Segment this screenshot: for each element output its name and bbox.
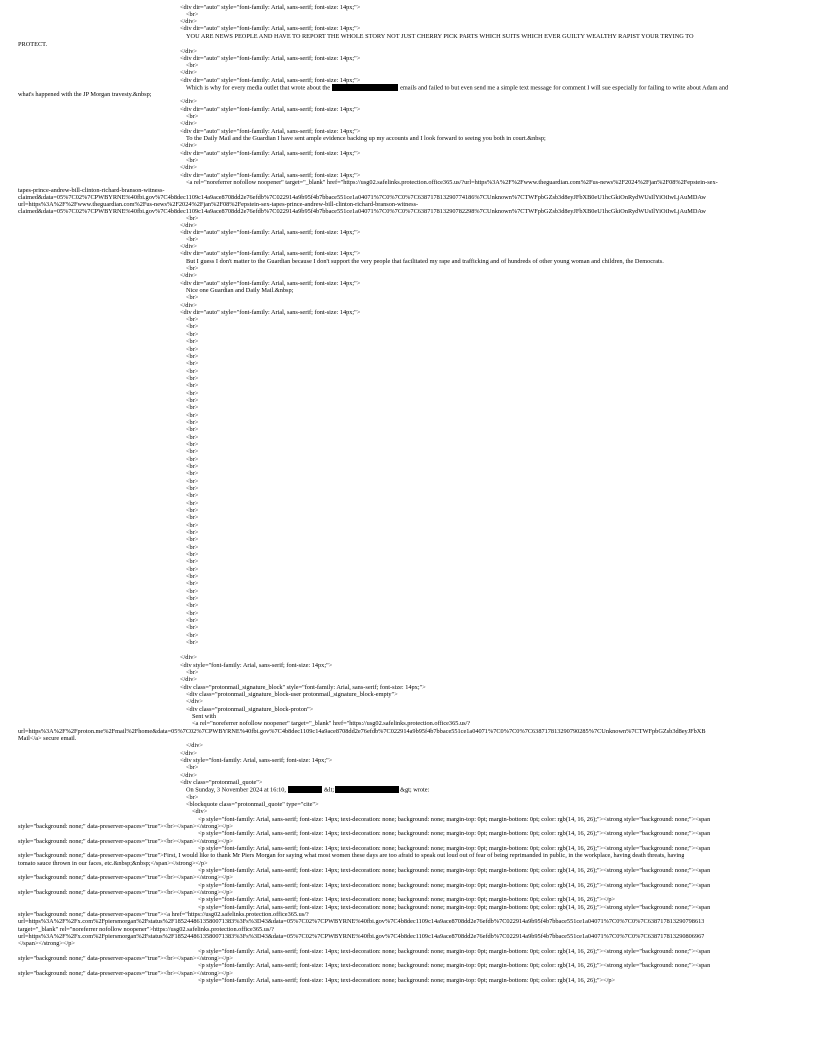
line-text: style="background: none;" data-preserver-spaces="true"><br></span></strong></p> [18, 889, 233, 896]
line-text: target="_blank" rel="noreferrer nofollow noopener">https://usg02.safelinks.protection.office365.us/? [18, 926, 274, 933]
document-line [186, 558, 198, 565]
line-text: <br> [186, 522, 199, 529]
line-text: <br> [186, 544, 199, 551]
line-text: Nice one Guardian and Daily Mail.&nbsp; [186, 287, 294, 294]
line-text: <div class="protonmail_signature_block-proton"> [186, 706, 314, 713]
document-line [198, 867, 710, 874]
document-line [186, 514, 198, 521]
line-text: <br> [186, 514, 199, 521]
line-text: url=https%3A%2F%2Fwww.theguardian.com%2Fus-news%2F2024%2Fjan%2F08%2Fepstein-sex-tapes-prince-andrew-bill-clinton-richard-branson-witness- [18, 201, 419, 208]
document-line [186, 639, 198, 646]
line-text: <p style="font-family: Arial, sans-serif; font-size: 14px; text-decoration: none; background: none; margin-top: 0pt; margin-bottom: 0pt; color: rgb(14, 16, 26);"><strong style="background: none;"><span [198, 948, 711, 955]
line-text: <blockquote class="protonmail_quote" type="cite"> [186, 801, 319, 808]
line-text: <br> [186, 669, 199, 676]
line-text: <br> [186, 551, 199, 558]
document-line [186, 338, 198, 345]
line-text: <br> [186, 492, 199, 499]
line-text: style="background: none;" data-preserver-spaces="true">First, I would like to thank Mr Piers Morgan for saying what most women these days are too afraid to speak out loud out of fear of being reprimanded in public, in the workplace, having death threats, having [18, 852, 685, 859]
redaction-bar [288, 786, 322, 793]
document-line [18, 91, 151, 98]
document-line [186, 258, 664, 265]
line-text: <br> [186, 580, 199, 587]
line-text: style="background: none;" data-preserver-spaces="true"><br></span></strong></p> [18, 838, 233, 845]
line-text: <br> [186, 448, 199, 455]
document-line [18, 728, 706, 735]
document-line [186, 742, 203, 749]
line-text: <p style="font-family: Arial, sans-serif; font-size: 14px; text-decoration: none; background: none; margin-top: 0pt; margin-bottom: 0pt; color: rgb(14, 16, 26);"></p> [198, 977, 616, 984]
line-text: On Sunday, 3 November 2024 at 16:10, [186, 786, 286, 794]
line-text: </div> [180, 164, 197, 171]
document-line [186, 448, 198, 455]
document-line [186, 360, 198, 367]
line-text: <p style="font-family: Arial, sans-serif; font-size: 14px; text-decoration: none; background: none; margin-top: 0pt; margin-bottom: 0pt; color: rgb(14, 16, 26);"><strong style="background: none;"><span [198, 845, 711, 852]
line-text: <br> [186, 470, 199, 477]
line-text: <br> [186, 434, 199, 441]
line-text: <br> [186, 624, 199, 631]
line-text: <br> [186, 236, 199, 243]
line-text: </div> [180, 120, 197, 127]
line-text: <br> [186, 595, 199, 602]
document-line [180, 55, 360, 62]
line-text: style="background: none;" data-preserver-spaces="true"><br></span></strong></p> [18, 823, 233, 830]
redaction-bar [335, 786, 399, 793]
line-text: <br> [186, 573, 199, 580]
line-text: <br> [186, 558, 199, 565]
document-line [198, 977, 615, 984]
document-line [180, 4, 360, 11]
line-text: <br> [186, 375, 199, 382]
line-text: <div class="protonmail_signature_block" style="font-family: Arial, sans-serif; font-size: 14px;"> [180, 684, 426, 691]
document-line [186, 294, 198, 301]
document-line [18, 940, 75, 947]
document-line [180, 69, 197, 76]
line-text: <a rel="noreferrer nofollow noopener" target="_blank" href="https://usg02.safelinks.protection.office365.us/? [192, 720, 471, 727]
document-line [186, 426, 198, 433]
line-text: <br> [186, 294, 199, 301]
line-text: <br> [186, 463, 199, 470]
line-text: style="background: none;" data-preserver-spaces="true"><a href="https://usg02.safelinks.protection.office365.us/? [18, 911, 309, 918]
line-text: style="background: none;" data-preserver-spaces="true"><br></span></strong></p> [18, 874, 233, 881]
line-text: tomato sauce thrown in our faces, etc.&nbsp;&nbsp;</span></strong></p> [18, 860, 208, 867]
line-text: <p style="font-family: Arial, sans-serif; font-size: 14px; text-decoration: none; background: none; margin-top: 0pt; margin-bottom: 0pt; color: rgb(14, 16, 26);"><strong style="background: none;"><span [198, 962, 711, 969]
line-text: <br> [186, 426, 199, 433]
line-text: <div dir="auto" style="font-family: Arial, sans-serif; font-size: 14px;"> [180, 250, 361, 257]
document-line [180, 98, 197, 105]
line-text: <div dir="auto" style="font-family: Arial, sans-serif; font-size: 14px;"> [180, 4, 361, 11]
line-text: <div class="protonmail_signature_block-user protonmail_signature_block-empty"> [186, 691, 398, 698]
document-line [186, 492, 198, 499]
line-text: what's happened with the JP Morgan travesty.&nbsp; [18, 91, 152, 98]
document-line [18, 852, 684, 859]
document-line [186, 691, 398, 698]
line-text: <br> [186, 478, 199, 485]
line-text: Sent with [192, 713, 216, 720]
document-line [186, 470, 198, 477]
document-line [186, 404, 198, 411]
document-line [186, 698, 203, 705]
line-text: <br> [186, 404, 199, 411]
document-line [180, 757, 332, 764]
line-text: url=https%3A%2F%2Fproton.me%2Fmail%2Fhome&data=05%7C02%7CPWBYRNE%40fbi.gov%7C4b8dec1109c14a9ace8708dd2e76efdb%7C022914a9b95f4b7bbace551ce1a04071%7C0%7C0%7C638717813290790285%7CUnknown%7CTWFpbGZsb3d8eyJFbXB [18, 728, 706, 735]
line-text: <br> [186, 529, 199, 536]
document-line [192, 720, 470, 727]
line-text: <div style="font-family: Arial, sans-serif; font-size: 14px;"> [180, 662, 333, 669]
document-line [198, 816, 710, 823]
line-text: PROTECT. [18, 41, 48, 48]
line-text: <a rel="noreferrer nofollow noopener" target="_blank" href="https://usg02.safelinks.protection.office365.us/?url=https%3A%2F%2Fwww.theguardian.com%2Fus-news%2F2024%2Fjan%2F08%2Fepstein-sex- [186, 179, 718, 186]
document-line [186, 764, 198, 771]
document-line [186, 786, 429, 794]
line-text: <div dir="auto" style="font-family: Arial, sans-serif; font-size: 14px;"> [180, 77, 361, 84]
line-text: </div> [180, 243, 197, 250]
line-text: <br> [186, 316, 199, 323]
line-text: <div dir="auto" style="font-family: Arial, sans-serif; font-size: 14px;"> [180, 172, 361, 179]
line-text: </div> [180, 48, 197, 55]
line-text: <br> [186, 113, 199, 120]
line-text: </div> [186, 698, 203, 705]
line-text: <div dir="auto" style="font-family: Arial, sans-serif; font-size: 14px;"> [180, 280, 361, 287]
document-line [186, 624, 198, 631]
line-text: <br> [186, 456, 199, 463]
line-text: <br> [186, 368, 199, 375]
line-text-after-redaction: &gt; wrote: [400, 786, 430, 794]
document-line [186, 287, 293, 294]
document-line [186, 84, 728, 92]
line-text: <br> [186, 338, 199, 345]
document-line [192, 808, 207, 815]
line-text: <div dir="auto" style="font-family: Arial, sans-serif; font-size: 14px;"> [180, 128, 361, 135]
document-line [180, 229, 360, 236]
line-text: <br> [186, 157, 199, 164]
document-line [18, 874, 233, 881]
line-text: <br> [186, 639, 199, 646]
line-text: <br> [186, 62, 199, 69]
line-text: <p style="font-family: Arial, sans-serif; font-size: 14px; text-decoration: none; background: none; margin-top: 0pt; margin-bottom: 0pt; color: rgb(14, 16, 26);"><strong style="background: none;"><span [198, 830, 711, 837]
document-line [180, 272, 197, 279]
line-text: <p style="font-family: Arial, sans-serif; font-size: 14px; text-decoration: none; background: none; margin-top: 0pt; margin-bottom: 0pt; color: rgb(14, 16, 26);"><strong style="background: none;"><span [198, 816, 711, 823]
line-text: To the Daily Mail and the Guardian I have sent ample evidence backing up my accounts and I look forward to seeing you both in court.&nbsp; [186, 135, 546, 142]
line-text: <p style="font-family: Arial, sans-serif; font-size: 14px; text-decoration: none; background: none; margin-top: 0pt; margin-bottom: 0pt; color: rgb(14, 16, 26);"></p> [198, 896, 616, 903]
document-line [180, 25, 360, 32]
line-text: <br> [186, 346, 199, 353]
line-text: <br> [186, 536, 199, 543]
document-line [18, 933, 704, 940]
document-line [18, 918, 704, 925]
document-line [198, 962, 710, 969]
line-text: </div> [180, 750, 197, 757]
document-line [198, 830, 710, 837]
line-text: <br> [186, 353, 199, 360]
line-text: <br> [186, 441, 199, 448]
document-line [180, 676, 197, 683]
line-text: <br> [186, 507, 199, 514]
line-text: claimed&data=05%7C02%7CPWBYRNE%40fbi.gov%7C4b8dec1109c14a9ace8708dd2e76efdb%7C022914a9b95f4b7bbace551ce1a04071%7C0%7C0%7C638717813290774186%7CUnknown%7CTWFpbGZsb3d8eyJFbXB0eU1hcGkiOnRydWUsIlYiOiIwLjAuMDAw [18, 194, 706, 201]
line-text: <div dir="auto" style="font-family: Arial, sans-serif; font-size: 14px;"> [180, 55, 361, 62]
line-text: <br> [186, 331, 199, 338]
line-text: <br> [186, 610, 199, 617]
line-text: YOU ARE NEWS PEOPLE AND HAVE TO REPORT THE WHOLE STORY NOT JUST CHERRY PICK PARTS WHICH SUITS WHICH EVER GUILTY WEALTHY RAPIST YOUR TRYING TO [186, 33, 694, 40]
document-line [18, 735, 76, 742]
line-text: Mail</a> secure email. [18, 735, 77, 742]
document-line [186, 382, 198, 389]
document-line [186, 33, 694, 40]
document-line [180, 309, 360, 316]
line-text: </div> [180, 272, 197, 279]
line-text: <br> [186, 764, 199, 771]
line-text: <br> [186, 500, 199, 507]
document-line [186, 179, 718, 186]
line-text: <br> [186, 794, 199, 801]
line-text: </div> [180, 222, 197, 229]
line-text: <div> [192, 808, 208, 815]
line-text: <br> [186, 632, 199, 639]
line-text: But I guess I don't matter to the Guardian because I don't support the very people that facilitated my rape and trafficking and of hundreds of other young woman and children, the Democrats. [186, 258, 664, 265]
line-text: <br> [186, 397, 199, 404]
line-text: <br> [186, 382, 199, 389]
document-line [18, 208, 706, 215]
document-line [186, 323, 198, 330]
line-text: </div> [180, 98, 197, 105]
document-line [186, 580, 198, 587]
line-text: url=https%3A%2F%2Fx.com%2Fpiersmorgan%2Fstatus%2F1852448613580071383%3Fs%3D43&data=05%7C02%7CPWBYRNE%40fbi.gov%7C4b8dec1109c14a9ace8708dd2e76efdb%7C022914a9b95f4b7bbace551ce1a04071%7C0%7C0%7C638717813290806967 [18, 933, 705, 940]
document-line [180, 250, 360, 257]
line-text-after-redaction: emails and failed to but even send me a simple text message for comment I will sue especially for failing to write about Adam and [400, 84, 729, 92]
line-text: </div> [180, 676, 197, 683]
line-text: </span></strong></p> [18, 940, 75, 947]
document-line [186, 135, 546, 142]
line-text: </div> [180, 302, 197, 309]
line-text: Which is why for every media outlet that wrote about the [186, 84, 331, 92]
document-line [18, 860, 208, 867]
line-text: <div style="font-family: Arial, sans-serif; font-size: 14px;"> [180, 757, 333, 764]
line-text: <p style="font-family: Arial, sans-serif; font-size: 14px; text-decoration: none; background: none; margin-top: 0pt; margin-bottom: 0pt; color: rgb(14, 16, 26);"><strong style="background: none;"><span [198, 867, 711, 874]
line-text: <br> [186, 485, 199, 492]
line-text: <br> [186, 390, 199, 397]
document-line [186, 602, 198, 609]
line-text: url=https%3A%2F%2Fx.com%2Fpiersmorgan%2Fstatus%2F1852448613580071383%3Fs%3D43&data=05%7C02%7CPWBYRNE%40fbi.gov%7C4b8dec1109c14a9ace8708dd2e76efdb%7C022914a9b95f4b7bbace551ce1a04071%7C0%7C0%7C638717813290798613 [18, 918, 705, 925]
line-text: <br> [186, 412, 199, 419]
line-text: <br> [186, 617, 199, 624]
line-text: <br> [186, 215, 199, 222]
document-line [198, 882, 710, 889]
line-text: <br> [186, 323, 199, 330]
line-text: <div dir="auto" style="font-family: Arial, sans-serif; font-size: 14px;"> [180, 150, 361, 157]
document-line [180, 106, 360, 113]
line-text: <p style="font-family: Arial, sans-serif; font-size: 14px; text-decoration: none; background: none; margin-top: 0pt; margin-bottom: 0pt; color: rgb(14, 16, 26);"><strong style="background: none;"><span [198, 882, 711, 889]
line-text: </div> [180, 654, 197, 661]
line-text: style="background: none;" data-preserver-spaces="true"><br></span></strong></p> [18, 955, 233, 962]
document-line [180, 164, 197, 171]
line-text: <br> [186, 419, 199, 426]
line-text: <div dir="auto" style="font-family: Arial, sans-serif; font-size: 14px;"> [180, 229, 361, 236]
line-text: <br> [186, 11, 199, 18]
redaction-bar [332, 84, 398, 91]
line-text: tapes-prince-andrew-bill-clinton-richard-branson-witness- [18, 187, 165, 194]
line-text: <div class="protonmail_quote"> [180, 779, 263, 786]
document-line [180, 662, 332, 669]
document-line [180, 142, 197, 149]
line-text: <br> [186, 566, 199, 573]
document-line [198, 896, 615, 903]
document-line [180, 654, 197, 661]
line-text: <p style="font-family: Arial, sans-serif; font-size: 14px; text-decoration: none; background: none; margin-top: 0pt; margin-bottom: 0pt; color: rgb(14, 16, 26);"><strong style="background: none;"><span [198, 904, 711, 911]
line-text: </div> [186, 742, 203, 749]
line-text: </div> [180, 772, 197, 779]
line-text: </div> [180, 18, 197, 25]
line-text: <br> [186, 265, 199, 272]
line-text: style="background: none;" data-preserver-spaces="true"><br></span></strong></p> [18, 970, 233, 977]
line-text: <br> [186, 360, 199, 367]
line-text: <br> [186, 602, 199, 609]
line-text: <div dir="auto" style="font-family: Arial, sans-serif; font-size: 14px;"> [180, 106, 361, 113]
line-text: </div> [180, 142, 197, 149]
document-line [180, 150, 360, 157]
document-line [18, 41, 47, 48]
line-text: <br> [186, 588, 199, 595]
document-line [198, 948, 710, 955]
line-text: <div dir="auto" style="font-family: Arial, sans-serif; font-size: 14px;"> [180, 25, 361, 32]
line-text-after-redaction: &lt; [323, 786, 335, 794]
document-line [180, 120, 197, 127]
line-text: </div> [180, 69, 197, 76]
line-text: <div dir="auto" style="font-family: Arial, sans-serif; font-size: 14px;"> [180, 309, 361, 316]
line-text: claimed&data=05%7C02%7CPWBYRNE%40fbi.gov%7C4b8dec1109c14a9ace8708dd2e76efdb%7C022914a9b95f4b7bbace551ce1a04071%7C0%7C0%7C638717813290782298%7CUnknown%7CTWFpbGZsb3d8eyJFbXB0eU1hcGkiOnRydWUsIlYiOiIwLjAuMDAw [18, 208, 706, 215]
document-line [186, 536, 198, 543]
